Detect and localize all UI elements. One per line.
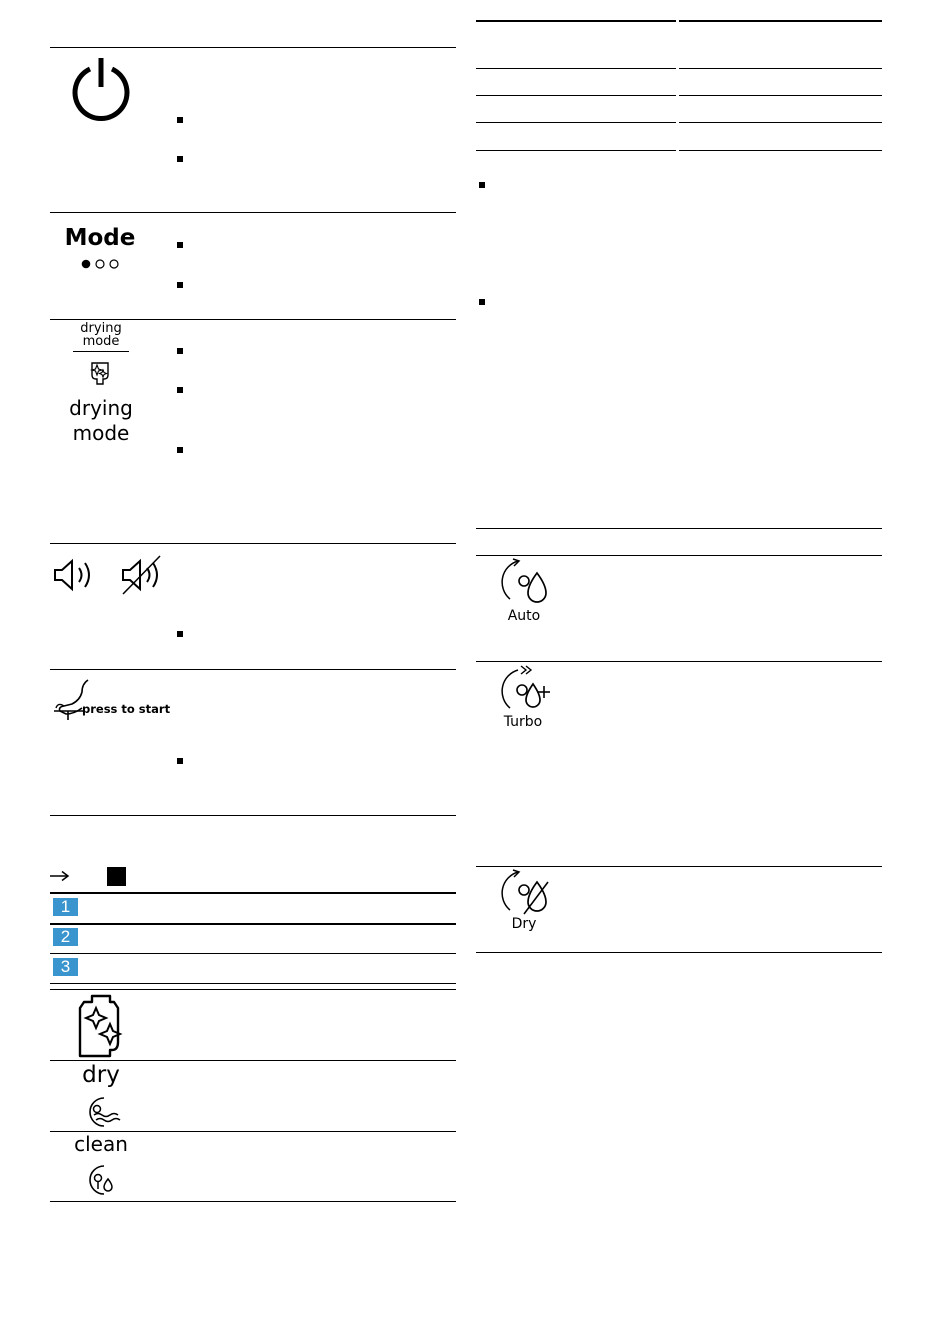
table-rule [476,528,882,529]
step-rule [50,923,456,925]
table-rule [50,319,456,320]
rule-gap [676,18,679,153]
drying-agent-large-icon [76,994,126,1058]
drying-mode-key-label: drying mode [80,321,122,349]
table-rule [50,989,456,990]
step-rule [50,892,456,894]
dry-label: dry [82,1062,120,1088]
clean-label: clean [74,1132,128,1156]
key-divider [73,351,129,352]
turbo-label: Turbo [503,714,543,730]
step-number: 1 [53,898,78,916]
table-rule [476,661,882,662]
auto-label: Auto [507,608,541,624]
auto-program-icon [500,557,552,609]
bullet [479,299,485,305]
table-rule [476,20,882,22]
end-square-icon [107,867,126,886]
bullet [177,282,183,288]
clean-program-icon [82,1163,122,1197]
mode-dots-icon [80,258,122,270]
table-rule [476,95,882,96]
bullet [177,156,183,162]
table-rule [476,555,882,556]
power-icon [70,55,132,117]
drying-agent-icon [86,357,114,387]
bullet [177,758,183,764]
table-rule [50,47,456,48]
table-rule [50,669,456,670]
turbo-program-icon [500,664,552,716]
dry-program-right-icon [500,868,552,920]
table-rule [50,815,456,816]
drying-mode-label: drying mode [69,396,133,445]
table-rule [476,68,882,69]
step-number: 2 [53,928,78,946]
bullet [479,182,485,188]
bullet [177,387,183,393]
speaker-off-icon [120,554,166,596]
table-rule [50,212,456,213]
dry-program-label: Dry [511,916,537,932]
table-rule [476,952,882,953]
table-rule [476,150,882,151]
bullet [177,348,183,354]
step-rule [50,983,456,984]
speaker-on-icon [52,558,98,592]
dry-program-icon [82,1095,122,1129]
table-rule [476,866,882,867]
mode-label: Mode [64,225,136,251]
table-rule [50,1201,456,1202]
bullet [177,447,183,453]
press-to-start-label: press to start [82,702,171,716]
result-arrow-icon [50,870,70,882]
bullet [177,631,183,637]
bullet [177,117,183,123]
step-rule [50,953,456,954]
bullet [177,242,183,248]
step-number: 3 [53,958,78,976]
table-rule [476,122,882,123]
table-rule [50,543,456,544]
